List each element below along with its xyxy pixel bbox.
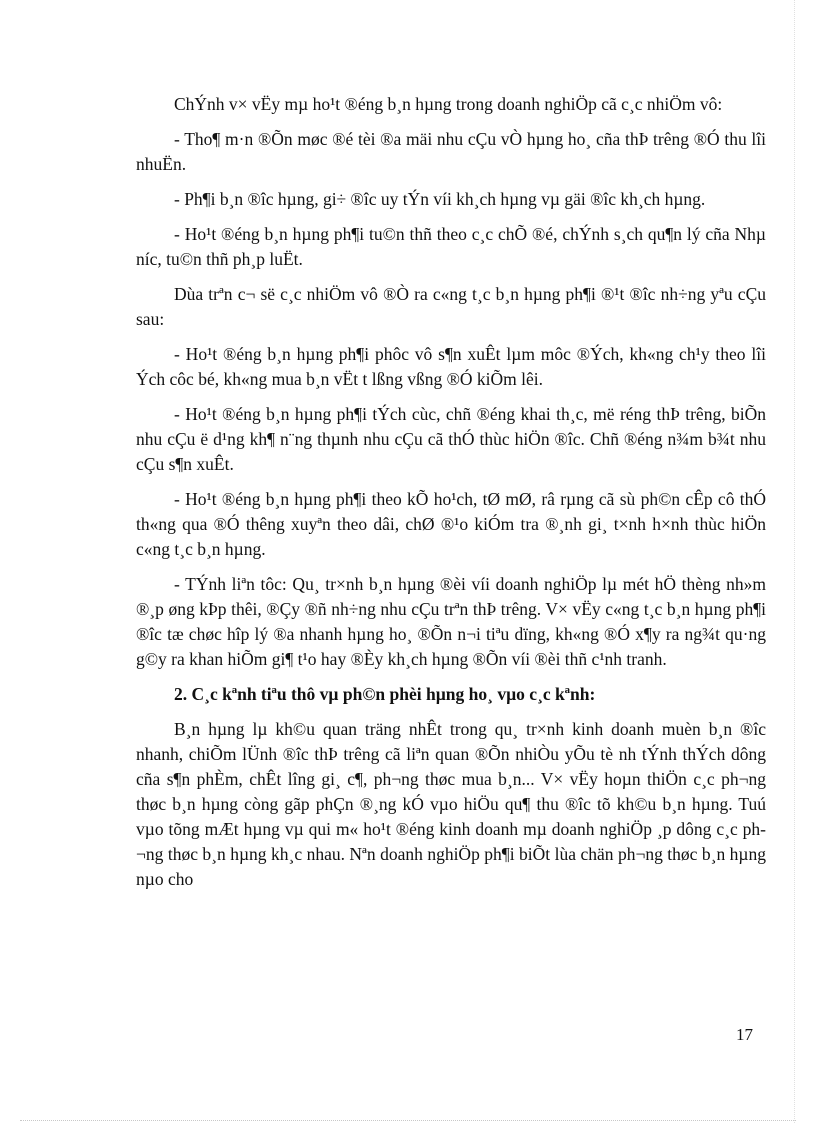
page-number: 17 xyxy=(736,1025,753,1044)
paragraph-intro: ChÝnh v× vËy mµ ho¹t ®éng b¸n hµng trong doanh nghiÖp cã c¸c nhiÖm vô: xyxy=(174,94,723,114)
paragraph-section-body: B¸n hµng lµ kh©u quan träng nhÊt trong qu¸ tr×nh kinh doanh muèn b¸n ®îc nhanh, chiÕm lÜnh ®îc thÞ trêng cã liªn quan ®Õn nhiÒu yÕu tè nh tÝnh thÝch dông cña s¶n phÈm, chÊt lîng gi¸ c¶, ph¬ng thøc mua b¸n... V× vËy hoµn thiÖn c¸c ph¬ng thøc b¸n hµng còng gãp phÇn ®¸ng kÓ vµo hiÖu qu¶ thu ®îc tõ kh©u b¸n hµng. Tuú vµo tõng mÆt hµng vµ qui m« ho¹t ®éng kinh doanh mµ doanh nghiÖp ¸p dông c¸c ph¬ng thøc b¸n hµng kh¸c nhau. Nªn doanh nghiÖp ph¶i biÕt lùa chän ph¬ng thøc b¸n hµng nµo cho xyxy=(136,719,766,889)
paragraph-requirements-intro: Dùa trªn c¬ së c¸c nhiÖm vô ®Ò ra c«ng t¸c b¸n hµng ph¶i ®¹t ®îc nh÷ng yªu cÇu sau: xyxy=(136,284,766,329)
paragraph-requirement-2: - Ho¹t ®éng b¸n hµng ph¶i tÝch cùc, chñ ®éng khai th¸c, më réng thÞ trêng, biÕn nhu cÇu ë d¹ng kh¶ n¨ng thµnh nhu cÇu cã thÓ thùc hiÖn ®îc. Chñ ®éng n¾m b¾t nhu cÇu s¶n xuÊt. xyxy=(136,404,766,474)
paragraph-task-3: - Ho¹t ®éng b¸n hµng ph¶i tu©n thñ theo c¸c chÕ ®é, chÝnh s¸ch qu¶n lý cña Nhµ níc, tu©n thñ ph¸p luËt. xyxy=(136,224,766,269)
page-right-edge xyxy=(794,0,795,1123)
section-heading: 2. C¸c kªnh tiªu thô vµ ph©n phèi hµng ho¸ vµo c¸c kªnh: xyxy=(174,684,596,704)
paragraph-requirement-4: - TÝnh liªn tôc: Qu¸ tr×nh b¸n hµng ®èi víi doanh nghiÖp lµ mét hÖ thèng nh»m ®¸p øng kÞp thêi, ®Çy ®ñ nh÷ng nhu cÇu trªn thÞ trêng. V× vËy c«ng t¸c b¸n hµng ph¶i ®îc tæ chøc hîp lý ®a nhanh hµng ho¸ ®Õn n¬i tiªu dïng, kh«ng ®Ó x¶y ra ng¾t qu·ng g©y ra khan hiÕm gi¶ t¹o hay ®Èy kh¸ch hµng ®Õn víi ®èi thñ c¹nh tranh. xyxy=(136,574,766,669)
body-text xyxy=(136,92,766,902)
paragraph-requirement-3: - Ho¹t ®éng b¸n hµng ph¶i theo kÕ ho¹ch, tØ mØ, râ rµng cã sù ph©n cÊp cô thÓ th«ng qua ®Ó thêng xuyªn theo dâi, chØ ®¹o kiÓm tra ®¸nh gi¸ t×nh h×nh thùc hiÖn c«ng t¸c b¸n hµng. xyxy=(136,489,766,559)
paragraph-task-2: - Ph¶i b¸n ®îc hµng, gi÷ ®îc uy tÝn víi kh¸ch hµng vµ gäi ®îc kh¸ch hµng. xyxy=(174,189,706,209)
page-bottom-divider xyxy=(20,1120,796,1121)
paragraph-requirement-1: - Ho¹t ®éng b¸n hµng ph¶i phôc vô s¶n xuÊt lµm môc ®Ých, kh«ng ch¹y theo lîi Ých côc bé, kh«ng mua b¸n vËt t lßng vßng ®Ó kiÕm lêi. xyxy=(136,344,766,389)
paragraph-task-1: - Tho¶ m·n ®Õn møc ®é tèi ®a mäi nhu cÇu vÒ hµng ho¸ cña thÞ trêng ®Ó thu lîi nhuËn. xyxy=(136,129,766,174)
